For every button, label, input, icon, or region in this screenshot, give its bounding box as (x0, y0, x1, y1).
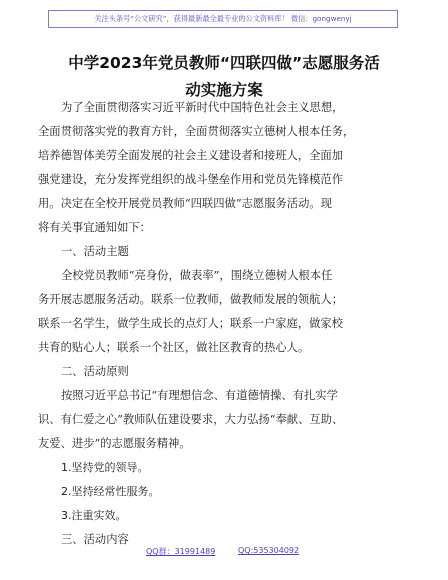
section-heading-principles: 二、活动原则 (61, 365, 129, 378)
section-heading-content: 三、活动内容 (61, 533, 129, 546)
text-line: 务开展志愿服务活动。联系一位教师，做教师发展的领航人； (38, 293, 344, 306)
section-heading-theme: 一、活动主题 (61, 245, 129, 258)
title-line-1: 中学2023年党员教师“四联四做”志愿服务活 (68, 54, 380, 72)
text-line: 用。决定在全校开展党员教师“四联四做”志愿服务活动。现 (38, 197, 332, 210)
header-banner: 关注头条号“公文研究”，获得最新最全最专业的公文资料库！ 微信：gongwenyj (48, 10, 398, 28)
principle-item-3: 3.注重实效。 (61, 509, 127, 522)
intro-paragraph (38, 96, 412, 240)
principle-item-1: 1.坚持党的领导。 (61, 461, 149, 474)
theme-paragraph (38, 264, 412, 360)
text-line: 联系一名学生，做学生成长的点灯人；联系一户家庭，做家校 (38, 317, 344, 330)
text-line: 将有关事宜通知如下： (38, 221, 151, 234)
principle-item-2: 2.坚持经常性服务。 (61, 485, 160, 498)
document-body (38, 96, 412, 552)
footer-qq-group[interactable]: QQ群：31991489 (146, 547, 216, 556)
text-line: 识、有仁爱之心”教师队伍建设要求，大力弘扬“奉献、互助、 (38, 413, 344, 426)
principles-paragraph (38, 384, 412, 456)
text-line: 友爱、进步”的志愿服务精神。 (38, 437, 191, 450)
text-line: 按照习近平总书记“有理想信念、有道德情操、有扎实学 (61, 389, 338, 402)
footer (0, 546, 448, 560)
text-line: 全校党员教师“亮身份，做表率”，围绕立德树人根本任 (61, 269, 333, 282)
text-line: 为了全面贯彻落实习近平新时代中国特色社会主义思想， (61, 101, 344, 114)
text-line: 培养德智体美劳全面发展的社会主义建设者和接班人，全面加 (38, 149, 344, 162)
text-line: 共育的贴心人；联系一个社区，做社区教育的热心人。 (38, 341, 310, 354)
text-line: 强党建设，充分发挥党组织的战斗堡垒作用和党员先锋模范作 (38, 173, 344, 186)
footer-qq-number[interactable]: QQ:535304092 (238, 546, 300, 555)
text-line: 全面贯彻落实党的教育方针，全面贯彻落实立德树人根本任务， (38, 125, 355, 138)
title-line-2: 动实施方案 (185, 81, 263, 99)
